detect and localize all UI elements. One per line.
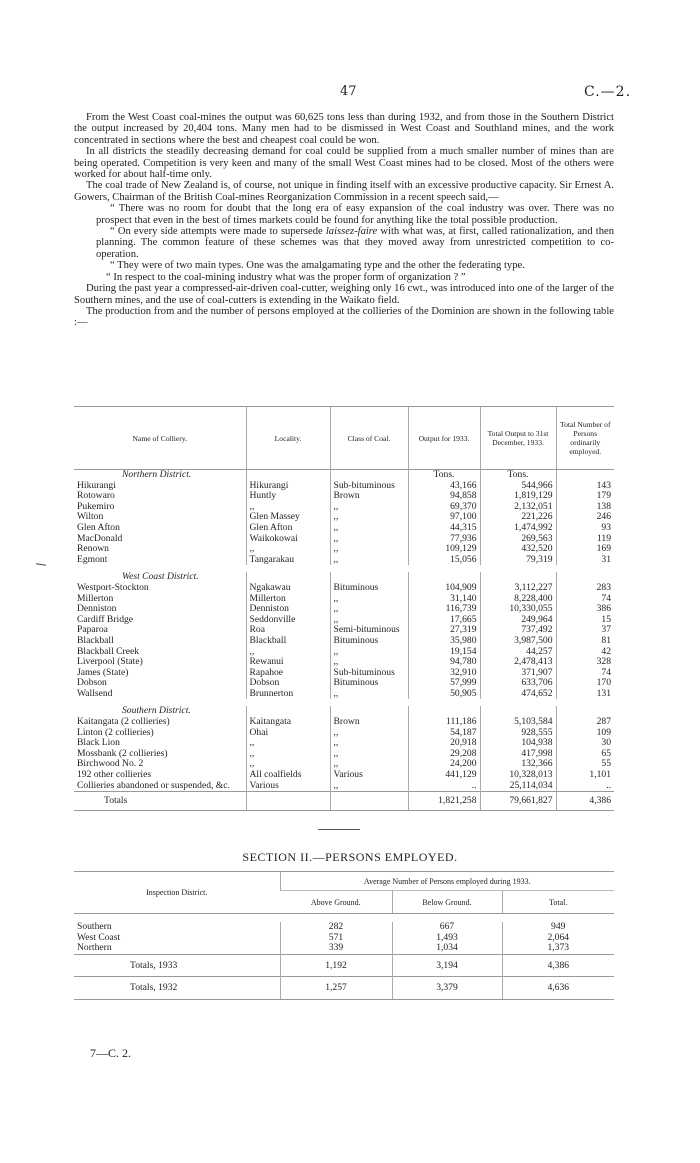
- coal-class-cell: ,,: [330, 523, 408, 534]
- quotation: “ They were of two main types. One was the amalgamating type and the other the federating type.: [110, 260, 525, 272]
- document-code: C.—2.: [584, 84, 632, 100]
- total-output-cell: 1,819,129: [480, 491, 556, 502]
- persons-cell: 81: [556, 636, 614, 647]
- locality-cell: Glen Massey: [246, 512, 330, 523]
- persons-cell: 37: [556, 625, 614, 636]
- locality-cell: ,,: [246, 647, 330, 658]
- total-output-cell: 132,366: [480, 759, 556, 770]
- table-row: [74, 583, 614, 594]
- persons-cell: 93: [556, 523, 614, 534]
- district-name: Northern District.: [122, 469, 192, 480]
- table-row: [74, 689, 614, 700]
- colliery-name-cell: Collieries abandoned or suspended, &c.: [77, 779, 230, 791]
- locality-cell: Brunnerton: [246, 689, 330, 700]
- colliery-name-cell: Rotowaro: [77, 490, 115, 502]
- persons-cell: 55: [556, 759, 614, 770]
- totals-output: 1,821,258: [408, 792, 480, 811]
- table-row: [74, 636, 614, 647]
- coal-class-cell: ,,: [330, 749, 408, 760]
- above-ground-cell: 1,192: [280, 954, 392, 976]
- coal-class-cell: Brown: [330, 717, 408, 728]
- locality-cell: Rewanui: [246, 657, 330, 668]
- quotation: “ In respect to the coal-mining industry what was the proper form of organization ? ”: [106, 271, 466, 283]
- persons-cell: 15: [556, 615, 614, 626]
- column-header-output: Output for 1933.: [408, 407, 480, 470]
- total-output-cell: 633,706: [480, 678, 556, 689]
- total-output-cell: 44,257: [480, 647, 556, 658]
- coal-class-cell: ,,: [330, 657, 408, 668]
- locality-cell: Blackball: [246, 636, 330, 647]
- colliery-name-cell: Cardiff Bridge: [77, 613, 134, 625]
- district-name: West Coast District.: [122, 571, 199, 583]
- output-cell: 111,186: [408, 717, 480, 728]
- column-header-district: Inspection District.: [74, 872, 280, 914]
- output-cell: 32,910: [408, 668, 480, 679]
- above-ground-cell: 571: [280, 933, 392, 944]
- persons-cell: 74: [556, 668, 614, 679]
- locality-cell: Millerton: [246, 594, 330, 605]
- coal-class-cell: ,,: [330, 647, 408, 658]
- total-output-cell: 221,226: [480, 512, 556, 523]
- locality-cell: ,,: [246, 738, 330, 749]
- persons-cell: 246: [556, 512, 614, 523]
- output-cell: ..: [408, 781, 480, 792]
- colliery-name-cell: Wilton: [77, 511, 104, 523]
- below-ground-cell: 3,194: [392, 954, 502, 976]
- total-output-cell: 928,555: [480, 728, 556, 739]
- output-cell: 104,909: [408, 583, 480, 594]
- section-divider: [318, 829, 360, 830]
- persons-cell: 65: [556, 749, 614, 760]
- table-header-row: [74, 872, 614, 891]
- empty-cell: [246, 470, 330, 481]
- persons-cell: 31: [556, 555, 614, 566]
- output-cell: 20,918: [408, 738, 480, 749]
- quotation: “ On every side attempts were made to supersede laissez-faire with what was, at first, called rationalization, and then planning. The common feature of these schemes was that they moved away from unrestricted competition to co-operation.: [96, 226, 614, 260]
- persons-table-body: [74, 914, 614, 1000]
- locality-cell: ,,: [246, 544, 330, 555]
- output-cell: 19,154: [408, 647, 480, 658]
- locality-cell: All coalfields: [246, 770, 330, 781]
- output-cell: 17,665: [408, 615, 480, 626]
- total-output-cell: 3,987,500: [480, 636, 556, 647]
- coal-class-cell: Bituminous: [330, 636, 408, 647]
- colliery-name-cell: MacDonald: [77, 532, 123, 544]
- above-ground-cell: 1,257: [280, 976, 392, 999]
- totals-1933-row: [74, 954, 614, 976]
- paragraph: The coal trade of New Zealand is, of course, not unique in finding itself with an excessive productive capacity. Sir Ernest A. Gowers, Chairman of the British Coal-mines Reorganization Commission in a recent speech said,—: [74, 180, 614, 203]
- locality-cell: ,,: [246, 759, 330, 770]
- locality-cell: Ngakawau: [246, 583, 330, 594]
- coal-class-cell: ,,: [330, 544, 408, 555]
- column-header-total: Total.: [502, 891, 614, 914]
- coal-class-cell: ,,: [330, 502, 408, 513]
- paragraph: In all districts the steadily decreasing demand for coal could be supplied from a much smaller number of mines than are being operated. Competition is very keen and many of the small West Coast mines had to be closed. Most of the others were worked for about half-time only.: [74, 146, 614, 181]
- below-ground-cell: 1,034: [392, 943, 502, 954]
- coal-class-cell: Bituminous: [330, 583, 408, 594]
- column-header-persons: Total Number of Persons ordinarily employed.: [556, 407, 614, 470]
- district-cell: West Coast: [77, 931, 121, 943]
- margin-mark: [36, 563, 46, 565]
- locality-cell: Hikurangi: [246, 481, 330, 492]
- column-header-locality: Locality.: [246, 407, 330, 470]
- persons-cell: 283: [556, 583, 614, 594]
- district-cell: Northern: [77, 942, 112, 954]
- locality-cell: Various: [246, 781, 330, 792]
- locality-cell: Denniston: [246, 604, 330, 615]
- total-output-cell: 5,103,584: [480, 717, 556, 728]
- above-ground-cell: 282: [280, 922, 392, 933]
- locality-cell: Waikokowai: [246, 534, 330, 545]
- empty-cell: [330, 470, 408, 481]
- total-output-cell: 1,474,992: [480, 523, 556, 534]
- paragraph: During the past year a compressed-air-driven coal-cutter, weighing only 16 cwt., was introduced into one of the larger of the Southern mines, and the use of coal-cutters is extending in the Waikato field.: [74, 283, 614, 306]
- locality-cell: Seddonville: [246, 615, 330, 626]
- total-cell: 1,373: [502, 943, 614, 954]
- colliery-name-cell: Kaitangata (2 collieries): [77, 716, 170, 728]
- total-cell: 2,064: [502, 933, 614, 944]
- table-row: [74, 933, 614, 944]
- total-output-cell: 10,328,013: [480, 770, 556, 781]
- persons-cell: ..: [556, 781, 614, 792]
- quotation: “ There was no room for doubt that the long era of easy expansion of the coal industry was over. There was no prospect that even in the best of times markets could be found for anything like the total possible production.: [96, 203, 614, 226]
- page-number: 47: [340, 84, 357, 99]
- table-row: [74, 523, 614, 534]
- coal-class-cell: ,,: [330, 594, 408, 605]
- persons-cell: 138: [556, 502, 614, 513]
- coal-class-cell: Brown: [330, 491, 408, 502]
- unit-label: [556, 470, 614, 481]
- coal-class-cell: ,,: [330, 615, 408, 626]
- output-cell: 50,905: [408, 689, 480, 700]
- colliery-name-cell: Birchwood No. 2: [77, 758, 144, 770]
- totals-1932-row: [74, 976, 614, 999]
- colliery-name-cell: James (State): [77, 666, 129, 678]
- output-cell: 97,100: [408, 512, 480, 523]
- output-cell: 441,129: [408, 770, 480, 781]
- table-row: [74, 555, 614, 566]
- below-ground-cell: 667: [392, 922, 502, 933]
- district-heading-row: [74, 470, 614, 481]
- coal-class-cell: ,,: [330, 689, 408, 700]
- output-cell: 29,208: [408, 749, 480, 760]
- column-header-above: Above Ground.: [280, 891, 392, 914]
- column-header-total-output: Total Output to 31st December, 1933.: [480, 407, 556, 470]
- coal-class-cell: Sub-bituminous: [330, 481, 408, 492]
- district-cell: Totals, 1933: [74, 954, 280, 976]
- persons-cell: 42: [556, 647, 614, 658]
- output-cell: 24,200: [408, 759, 480, 770]
- total-output-cell: 269,563: [480, 534, 556, 545]
- total-output-cell: 8,228,400: [480, 594, 556, 605]
- total-output-cell: 417,998: [480, 749, 556, 760]
- output-cell: 57,999: [408, 678, 480, 689]
- below-ground-cell: 3,379: [392, 976, 502, 999]
- persons-cell: 328: [556, 657, 614, 668]
- total-output-cell: 79,319: [480, 555, 556, 566]
- total-cell: 4,636: [502, 976, 614, 999]
- column-header-group: Average Number of Persons employed during 1933.: [280, 872, 614, 891]
- output-cell: 27,319: [408, 625, 480, 636]
- total-output-cell: 3,112,227: [480, 583, 556, 594]
- coal-class-cell: ,,: [330, 759, 408, 770]
- colliery-name-cell: Liverpool (State): [77, 656, 143, 668]
- colliery-name-cell: Paparoa: [77, 624, 108, 636]
- paragraph: From the West Coast coal-mines the output was 60,625 tons less than during 1932, and from those in the Southern District the output increased by 20,404 tons. Many men had to be dismissed in West Coast and Southland mines, and the work concentrated in sections where the best and cheapest coal could be won.: [74, 112, 614, 146]
- persons-employed-table: [74, 871, 614, 1000]
- persons-cell: 169: [556, 544, 614, 555]
- column-header-name: Name of Colliery.: [74, 407, 246, 470]
- spacer-cell: [74, 914, 614, 923]
- output-cell: 94,780: [408, 657, 480, 668]
- coal-class-cell: Various: [330, 770, 408, 781]
- persons-cell: 74: [556, 594, 614, 605]
- body-text: [74, 112, 614, 329]
- coal-class-cell: Bituminous: [330, 678, 408, 689]
- total-output-cell: 104,938: [480, 738, 556, 749]
- colliery-name-cell: Denniston: [77, 603, 117, 615]
- output-cell: 116,739: [408, 604, 480, 615]
- coal-class-cell: ,,: [330, 728, 408, 739]
- total-output-cell: 737,492: [480, 625, 556, 636]
- coal-class-cell: ,,: [330, 534, 408, 545]
- colliery-name-cell: Blackball: [77, 634, 114, 646]
- totals-total-output: 79,661,827: [480, 792, 556, 811]
- coal-class-cell: Sub-bituminous: [330, 668, 408, 679]
- colliery-name-cell: Westport-Stockton: [77, 581, 149, 593]
- locality-cell: Tangarakau: [246, 555, 330, 566]
- footer-signature: 7—C. 2.: [90, 1046, 132, 1060]
- persons-cell: 386: [556, 604, 614, 615]
- paragraph: The production from and the number of persons employed at the collieries of the Dominion are shown in the following table :—: [74, 305, 614, 329]
- table-row: [74, 781, 614, 792]
- persons-cell: 109: [556, 728, 614, 739]
- total-cell: 949: [502, 922, 614, 933]
- spacer-row: [74, 914, 614, 923]
- locality-cell: Huntly: [246, 491, 330, 502]
- totals-row: [74, 792, 614, 811]
- persons-cell: 143: [556, 481, 614, 492]
- colliery-name-cell: Renown: [77, 543, 109, 555]
- total-output-cell: 249,964: [480, 615, 556, 626]
- output-cell: 109,129: [408, 544, 480, 555]
- locality-cell: Rapahoe: [246, 668, 330, 679]
- total-cell: 4,386: [502, 954, 614, 976]
- colliery-name-cell: Wallsend: [77, 687, 113, 699]
- unit-label: Tons.: [408, 470, 480, 481]
- colliery-name-cell: 192 other collieries: [77, 769, 152, 781]
- persons-cell: 287: [556, 717, 614, 728]
- persons-cell: 131: [556, 689, 614, 700]
- colliery-name-cell: Black Lion: [77, 737, 120, 749]
- locality-cell: Ohai: [246, 728, 330, 739]
- table-header-row: [74, 407, 614, 470]
- colliery-name-cell: Hikurangi: [77, 479, 116, 491]
- coal-class-cell: ,,: [330, 512, 408, 523]
- section-title: SECTION II.—PERSONS EMPLOYED.: [242, 850, 458, 864]
- total-output-cell: 2,132,051: [480, 502, 556, 513]
- district-cell: Southern: [77, 921, 112, 932]
- collieries-table: [74, 406, 614, 811]
- output-cell: 94,858: [408, 491, 480, 502]
- unit-label: Tons.: [480, 470, 556, 481]
- locality-cell: Dobson: [246, 678, 330, 689]
- coal-class-cell: ,,: [330, 555, 408, 566]
- persons-cell: 119: [556, 534, 614, 545]
- colliery-name-cell: Glen Afton: [77, 521, 120, 533]
- district-name: Southern District.: [122, 705, 191, 717]
- colliery-name-cell: Linton (2 collieries): [77, 726, 154, 738]
- colliery-name-cell: Mossbank (2 collieries): [77, 747, 168, 759]
- persons-cell: 1,101: [556, 770, 614, 781]
- output-cell: 69,370: [408, 502, 480, 513]
- output-cell: 15,056: [408, 555, 480, 566]
- output-cell: 44,315: [408, 523, 480, 534]
- output-cell: 31,140: [408, 594, 480, 605]
- column-header-below: Below Ground.: [392, 891, 502, 914]
- totals-persons: 4,386: [556, 792, 614, 811]
- persons-cell: 30: [556, 738, 614, 749]
- output-cell: 35,980: [408, 636, 480, 647]
- total-output-cell: 474,652: [480, 689, 556, 700]
- coal-class-cell: ,,: [330, 781, 408, 792]
- empty-cell: [330, 792, 408, 811]
- output-cell: 54,187: [408, 728, 480, 739]
- table-row: [74, 943, 614, 954]
- output-cell: 43,166: [408, 481, 480, 492]
- locality-cell: Glen Afton: [246, 523, 330, 534]
- colliery-name-cell: Egmont: [77, 553, 108, 565]
- coal-class-cell: Semi-bituminous: [330, 625, 408, 636]
- output-cell: 77,936: [408, 534, 480, 545]
- table-row: [74, 922, 614, 933]
- colliery-name-cell: Millerton: [77, 592, 114, 604]
- district-cell: Totals, 1932: [74, 976, 280, 999]
- total-output-cell: 25,114,034: [480, 781, 556, 792]
- below-ground-cell: 1,493: [392, 933, 502, 944]
- colliery-name-cell: Dobson: [77, 677, 107, 689]
- persons-cell: 170: [556, 678, 614, 689]
- total-output-cell: 2,478,413: [480, 657, 556, 668]
- empty-cell: [246, 792, 330, 811]
- locality-cell: Kaitangata: [246, 717, 330, 728]
- totals-label: Totals: [74, 792, 246, 811]
- colliery-name-cell: Pukemiro: [77, 500, 115, 512]
- locality-cell: Roa: [246, 625, 330, 636]
- column-header-class: Class of Coal.: [330, 407, 408, 470]
- locality-cell: ,,: [246, 749, 330, 760]
- total-output-cell: 544,966: [480, 481, 556, 492]
- locality-cell: ,,: [246, 502, 330, 513]
- total-output-cell: 371,907: [480, 668, 556, 679]
- collieries-table-body: [74, 470, 614, 811]
- above-ground-cell: 339: [280, 943, 392, 954]
- colliery-name-cell: Blackball Creek: [77, 645, 140, 657]
- total-output-cell: 432,520: [480, 544, 556, 555]
- persons-cell: 179: [556, 491, 614, 502]
- coal-class-cell: ,,: [330, 738, 408, 749]
- total-output-cell: 10,330,055: [480, 604, 556, 615]
- coal-class-cell: ,,: [330, 604, 408, 615]
